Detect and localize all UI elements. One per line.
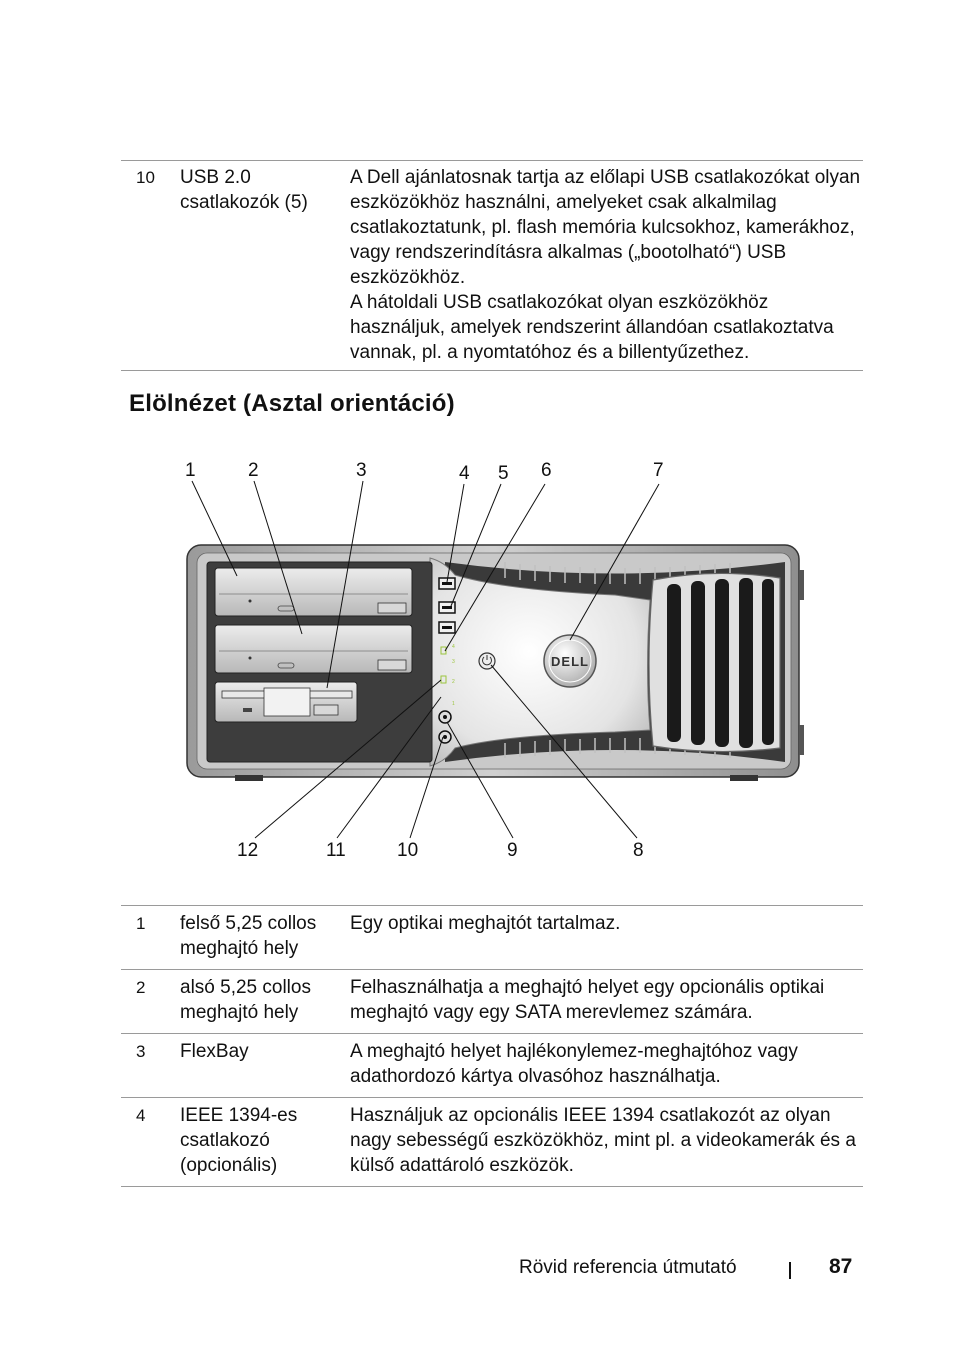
svg-text:2: 2 [452,679,455,685]
page-number: 87 [829,1255,853,1278]
microphone-jack [439,731,451,743]
callout-12: 12 [237,840,259,861]
row-name: alsó 5,25 collos meghajtó hely [180,977,311,1023]
flexbay [215,682,357,722]
callout-9: 9 [507,840,518,861]
description-paragraph: A hátoldali USB csatlakozókat olyan eszközökhöz használjuk, amelyek rendszerint állandóan csatlakoztatva vannak, pl. a nyomtatóhoz és a billentyűzethez. [350,292,834,363]
row-name: felső 5,25 collos meghajtó hely [180,913,317,959]
lower-525-bay [215,625,412,673]
table-row [121,906,863,970]
row-number: 2 [136,978,146,997]
table-row [121,1098,863,1187]
callout-5: 5 [498,463,509,484]
row-number: 10 [136,168,155,187]
row-description: Egy optikai meghajtót tartalmaz. [350,913,621,934]
row-description: A meghajtó helyet hajlékonylemez-meghajtóhoz vagy adathordozó kártya olvasóhoz használhatja. [350,1041,798,1087]
upper-525-bay [215,568,412,616]
callout-4: 4 [459,463,470,484]
row-number: 1 [136,914,146,933]
svg-text:3: 3 [452,659,455,665]
callout-8: 8 [633,840,644,861]
table-row [121,1034,863,1098]
computer-front-figure [175,450,815,870]
dell-logo [544,635,596,687]
row-name: USB 2.0 csatlakozók (5) [180,167,308,213]
footer-separator [789,1262,791,1279]
usb-ports [439,578,455,633]
callout-2: 2 [248,460,259,481]
table-row [121,161,863,371]
logo-text: DELL [551,654,589,669]
svg-text:1: 1 [452,701,455,707]
row-number: 3 [136,1042,146,1061]
callout-3: 3 [356,460,367,481]
callout-11: 11 [326,840,346,861]
row-name: IEEE 1394-es csatlakozó (opcionális) [180,1105,298,1176]
callout-10: 10 [397,840,419,861]
headphone-jack [439,711,451,723]
row-number: 4 [136,1106,146,1125]
callout-6: 6 [541,460,552,481]
row-description: Felhasználhatja a meghajtó helyet egy opcionális optikai meghajtó vagy egy SATA merevlemez számára. [350,977,825,1023]
svg-text:4: 4 [452,644,455,650]
callout-7: 7 [653,460,664,481]
footer-title: Rövid referencia útmutató [519,1257,737,1278]
callout-1: 1 [185,460,196,481]
table-row [121,970,863,1034]
description-paragraph: A Dell ajánlatosnak tartja az előlapi USB csatlakozókat olyan eszközökhöz használni, amelyeket csak alkalmilag csatlakoztatunk, pl. flash memória kulcsokhoz, kamerákhoz, vagy rendszerindításra alkalmas („bootolható“) USB eszközökhöz. [350,167,861,288]
row-description: Használjuk az opcionális IEEE 1394 csatlakozót az olyan nagy sebességű eszközökhöz, mint pl. a videokamerák és a külső adattároló eszközök. [350,1105,856,1176]
front-view-table [121,905,863,1187]
row-name: FlexBay [180,1041,249,1062]
row-description [350,161,863,371]
section-title: Elölnézet (Asztal orientáció) [129,390,455,417]
usb-info-table [121,160,863,371]
